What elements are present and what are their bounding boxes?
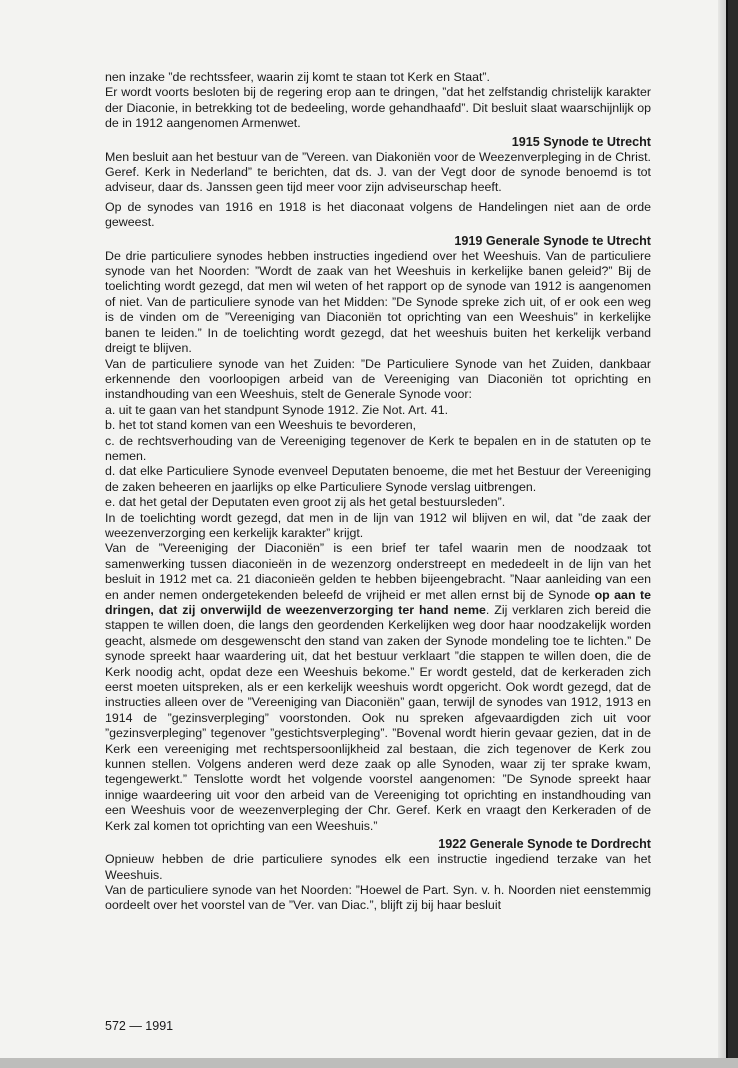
list-item: d. dat elke Particuliere Synode evenveel Deputaten benoeme, die met het Bestuur der Vereeniging de zaken beheeren en jaarlijks op elke Particuliere Synode verslag uitbrengen. — [105, 464, 651, 494]
list-item: a. uit te gaan van het standpunt Synode 1912. Zie Not. Art. 41. — [105, 402, 449, 417]
bold-emphasis: op aan te dringen, dat zij onverwijld de weezenverzorging ter hand neme — [105, 587, 651, 617]
document-body — [105, 70, 651, 914]
paragraph: In de toelichting wordt gezegd, dat men in de lijn van 1912 wil blijven en wil, dat ”de zaak der weezenverzorging een kerkelijk karakter” krijgt. — [105, 510, 651, 540]
binding-edge — [726, 0, 728, 1068]
paragraph: Opnieuw hebben de drie particuliere synodes elk een instructie ingediend terzake van het Weeshuis. — [105, 852, 651, 882]
paragraph: Van de particuliere synode van het Zuiden: ”De Particuliere Synode van het Zuiden, dankbaar erkennende den voorloopigen arbeid van de Vereeniging van Diaconiën tot oprichting en instandhouding van een Weeshuis, stelt de Generale Synode voor: — [105, 356, 651, 402]
section-heading-1915: 1915 Synode te Utrecht — [511, 134, 651, 149]
paragraph: nen inzake ”de rechtssfeer, waarin zij komt te staan tot Kerk en Staat”. — [105, 70, 490, 84]
paragraph — [105, 541, 651, 834]
text-run: . Zij verklaren zich bereid die stappen te willen doen, die langs den geordenden Kerkelijken weg door haar noodzakelijk worden geacht, alsmede om desgewenscht den stand van zaken der Synode mondeling toe te lichten.” De synode spreekt haar waardering uit, dat het bestuur verklaart ”die stappen te willen doen, die de Kerk noodig acht, opdat deze een Weeshuis bekome.” Er wordt gesteld, dat de kerkeraden zich eerst moeten uitspreken, als er een kerkelijk weeshuis wordt opgericht. Ook wordt gezegd, dat de instructies alleen over de ”Vereeniging van Diaconiën” gaan, terwijl de synodes van 1912, 1913 en 1914 de ”gezinsverpleging” voorstonden. Ook nu spreken afgevaardigden zich uit voor ”gezinsverpleging” tegenover ”gestichtsverpleging”. ”Bovenal wordt hierin gevaar gezien, dat in de Kerk een vereeniging met rechtspersoonlijkheid zal bestaan, die zich tegenover de Kerk zou kunnen stellen. Volgens anderen werd deze zaak op alle Synoden, waar zij ter sprake kwam, tegengewerkt.” Tenslotte wordt het volgende voorstel aangenomen: ”De Synode spreekt haar innige waardeering uit voor den arbeid van de Vereeniging tot oprichting en instandhouding van een Weeshuis voor de weezenverpleging der Chr. Geref. Kerk en vraagt den Kerkeraden of de Kerk zal komen tot oprichting van een Weeshuis.” — [105, 603, 651, 833]
section-heading-1922: 1922 Generale Synode te Dordrecht — [438, 837, 651, 852]
paragraph: Op de synodes van 1916 en 1918 is het diaconaat volgens de Handelingen niet aan de orde geweest. — [105, 199, 651, 230]
list-item: e. dat het getal der Deputaten even groot zij als het getal bestuursleden”. — [105, 495, 506, 510]
paragraph: Er wordt voorts besloten bij de regering erop aan te dringen, ”dat het zelfstandig christelijk karakter der Diaconie, in betrekking tot de bedeeling, worde gehandhaafd”. Dit besluit slaat waarschijnlijk op de in 1912 aangenomen Armenwet. — [105, 85, 651, 131]
paragraph: Men besluit aan het bestuur van de ”Vereen. van Diakoniën voor de Weezenverpleging in de Christ. Geref. Kerk in Nederland” te berichten, dat ds. J. van der Vegt door de synode benoemd is tot adviseur, daar ds. Janssen geen tijd meer voor zijn adviseurschap heeft. — [105, 149, 651, 195]
text-run: Van de ”Vereeniging der Diaconiën” is een brief ter tafel waarin men de noodzaak tot samenwerking tussen diaconieën in de wezenzorg onderstreept en mededeelt in de lijn van het besluit in 1912 met ca. 21 diaconieën gelden te hebben bijeengebracht. ”Naar aanleiding van een en ander nemen ondergetekenden beleefd de vrijheid er met allen ernst bij de Synode — [105, 541, 651, 602]
paragraph: Van de particuliere synode van het Noorden: ”Hoewel de Part. Syn. v. h. Noorden niet eenstemmig oordeelt over het voorstel van de ”Ver. van Diac.”, blijft zij bij haar besluit — [105, 882, 651, 913]
page-number: 572 — 1991 — [105, 1019, 174, 1033]
list-item: c. de rechtsverhouding van de Vereeniging tegenover de Kerk te bepalen en in de statuten op te nemen. — [105, 433, 651, 463]
scan-bottom-edge — [0, 1058, 738, 1068]
page-edge-shadow — [718, 0, 726, 1068]
section-heading-1919: 1919 Generale Synode te Utrecht — [454, 233, 651, 248]
paragraph: De drie particuliere synodes hebben instructies ingediend over het Weeshuis. Van de particuliere synode van het Noorden: ”Wordt de zaak van het Weeshuis in kerkelijke banen geleid?” Bij de toelichting wordt gezegd, dat men wil weten of het rapport op de synode van 1912 is aangenomen of niet. Van de particuliere synode van het Midden: ”De Synode spreke zich uit, of er ook een weg is de vinden om de ”Vereeniging van Diaconiën tot oprichting van een Weeshuis” in kerkelijke banen te leiden.” In de toelichting wordt gezegd, dat het weeshuis buiten het kerkelijk verband dreigt te blijven. — [105, 248, 651, 356]
list-item: b. het tot stand komen van een Weeshuis te bevorderen, — [105, 418, 417, 433]
